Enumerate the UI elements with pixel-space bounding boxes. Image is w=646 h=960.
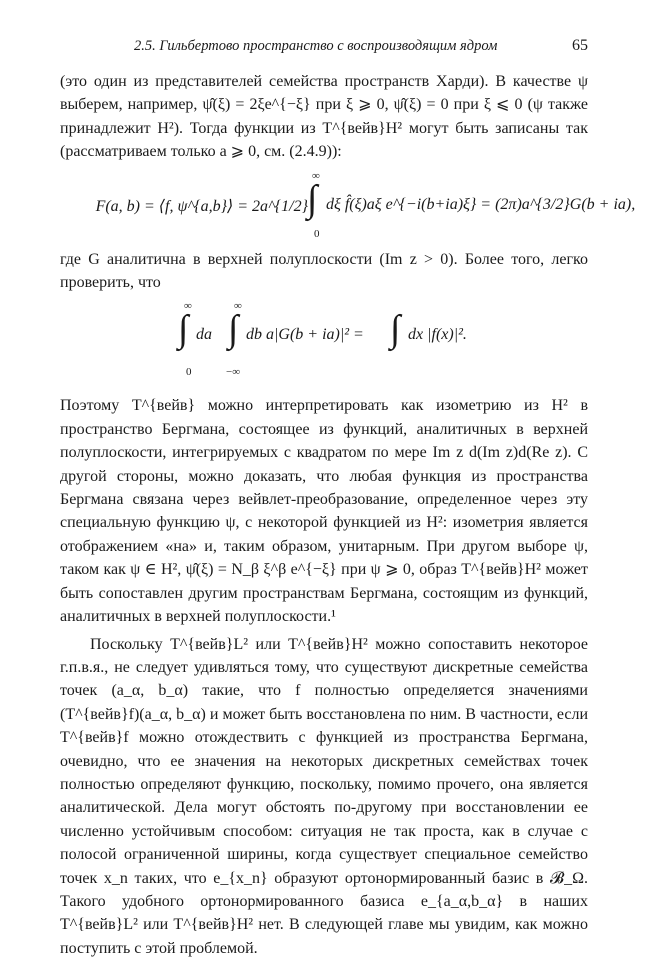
- paragraph-2: где G аналитична в верхней полуплоскости (Im z > 0). Более того, легко проверить, что: [60, 248, 588, 295]
- eq1-upper-limit: ∞: [312, 170, 320, 182]
- eq2-outer-lower: 0: [186, 366, 192, 378]
- integral-sign: ∫: [307, 180, 317, 218]
- eq2-rhs: db a|G(b + ia)|² =: [246, 326, 364, 344]
- eq2-inner-upper: ∞: [234, 300, 242, 312]
- eq2-tail: dx |f(x)|².: [408, 326, 467, 344]
- eq1-lower-limit: 0: [314, 228, 320, 240]
- eq2-outer-upper: ∞: [184, 300, 192, 312]
- equation-F: [60, 170, 588, 242]
- eq1-rhs: dξ f̂(ξ)aξ e^{−i(b+ia)ξ} = (2π)a^{3/2}G(b + ia),: [326, 196, 588, 214]
- eq1-lhs: F(a, b) = ⟨f, ψ^{a,b}⟩ = 2a^{1/2}: [60, 196, 308, 216]
- integral-sign: ∫: [390, 310, 400, 348]
- integral-sign: ∫: [228, 310, 238, 348]
- running-header: [60, 38, 588, 58]
- eq2-inner-lower: −∞: [226, 366, 240, 378]
- integral-sign: ∫: [178, 310, 188, 348]
- paragraph-4: Поскольку T^{вейв}L² или T^{вейв}H² можно сопоставить некоторое г.п.в.я., не следует удивляться тому, что существуют дискретные семейства точек (a_α, b_α) такие, что f полностью определяется значениями (T^{вейв}f)(a_α, b_α) и может быть восстановлена по ним. В частности, если T^{вейв}f можно отождествить с функцией из пространства Бергмана, очевидно, что ее значения на некоторых дискретных семействах точек полностью определяют функцию, поскольку, помимо прочего, она является аналитической. Дела могут обстоять по-другому при восстановлении ее численно устойчивым способом: ситуация не так проста, как в случае с полосой ограниченной ширины, когда существует специальное семейство точек x_n таких, что e_{x_n} образуют ортонормированный базис в 𝓑_Ω. Такого удобного ортонормированного базиса e_{a_α,b_α} в наших T^{вейв}L² или T^{вейв}H² нет. В следующей главе мы увидим, как можно поступить с этой проблемой.: [60, 633, 588, 960]
- paragraph-3: Поэтому T^{вейв} можно интерпретировать как изометрию из H² в пространство Бергмана, состоящее из функций, аналитичных в верхней полуплоскости, интегрируемых с квадратом по мере Im z d(Im z)d(Re z). С другой стороны, можно доказать, что любая функция из пространства Бергмана связана через вейвлет-преобразование, определенное через эту специальную функцию ψ, с некоторой функцией из H²: изометрия является отображением «на» и, таким образом, унитарным. При другом выборе ψ, таком как ψ ∈ H², ψ̂(ξ) = N_β ξ^β e^{−ξ} при ψ ⩾ 0, образ T^{вейв}H² может быть сопоставлен другим пространствам Бергмана, состоящим из функций, аналитичных в верхней полуплоскости.¹: [60, 394, 588, 628]
- equation-norm: [60, 296, 588, 388]
- page-number: 65: [572, 37, 588, 55]
- eq2-da: da: [196, 326, 212, 344]
- page-body: [60, 70, 588, 960]
- paragraph-1: (это один из представителей семейства пространств Харди). В качестве ψ выберем, например, ψ̂(ξ) = 2ξe^{−ξ} при ξ ⩾ 0, ψ̂(ξ) = 0 при ξ ⩽ 0 (ψ также принадлежит H²). Тогда функции из T^{вейв}H² могут быть записаны так (рассматриваем только a ⩾ 0, см. (2.4.9)):: [60, 70, 588, 164]
- header-title: 2.5. Гильбертово пространство с воспроизводящим ядром: [134, 38, 497, 55]
